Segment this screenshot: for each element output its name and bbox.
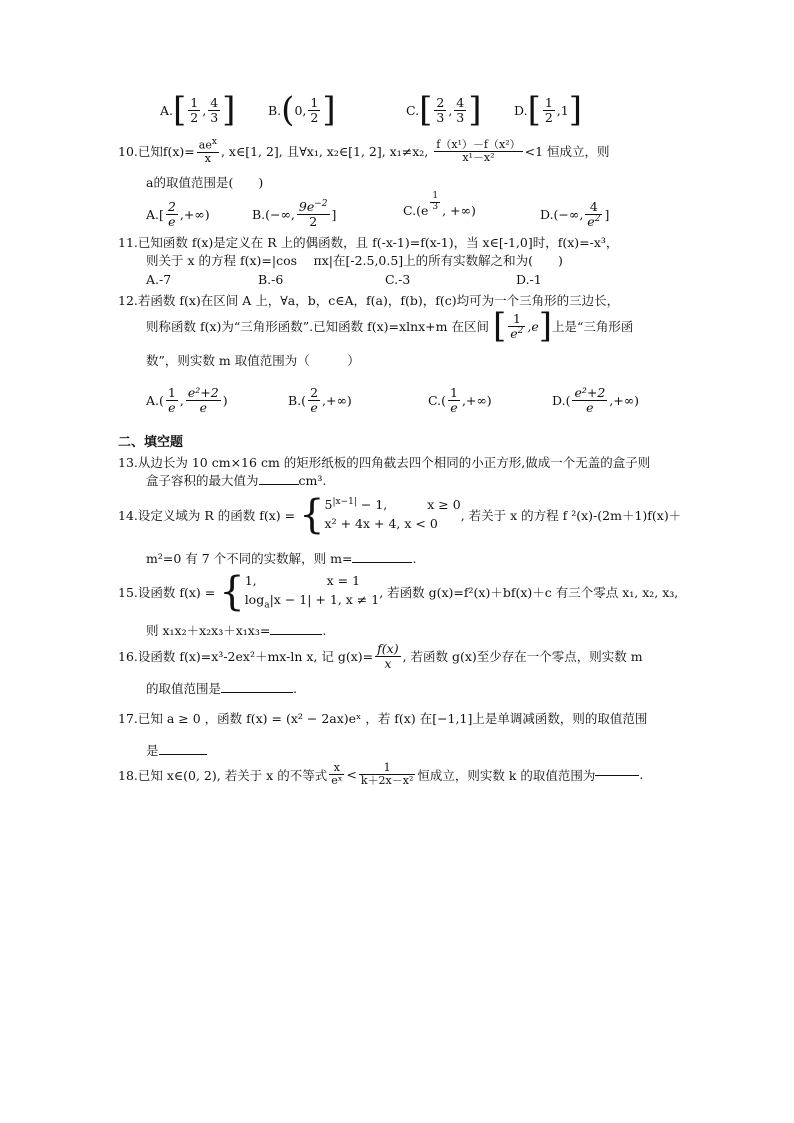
- q12-line2: 则称函数 f(x)为“三角形函数”.已知函数 f(x)=xlnx+m 在区间 [ $\frac{1}{e^2}$ ,e ] 上是“三角形函: [146, 305, 634, 346]
- q11-option-c: C.-3: [385, 272, 411, 287]
- q17-answer-blank[interactable]: [159, 753, 207, 755]
- q9-d-open: [: [527, 89, 541, 130]
- q12-line1: 12.若函数 f(x)在区间 A 上，∀a，b，c∈A，f(a)，f(b)，f(c)均可为一个三角形的三边长，: [118, 293, 620, 308]
- q17-line2: 是: [146, 744, 207, 758]
- q9-d-v2: 1: [560, 102, 569, 118]
- q15-answer-blank[interactable]: [270, 633, 322, 635]
- q15-cases: 1, x = 1 $\log_a|x - 1| + 1$, x ≠ 1: [244, 573, 380, 611]
- q9-d-close: ]: [568, 89, 582, 130]
- q9-option-b: [268, 89, 336, 130]
- q18-stem: 18.已知 x∈(0, 2), 若关于 x 的不等式 $\frac{x}{\text{eˣ}}$ < $\frac{1}{\text{k＋2x－x²}}$ 恒成立，则实数 k 的取值范围为 .: [118, 761, 644, 788]
- q12-interval-frac: $\frac{1}{e^2}$: [510, 311, 524, 341]
- q11-line2: 则关于 x 的方程 f(x)=|cos πx|在[-2.5,0.5]上的所有实数解之和为( ): [146, 253, 563, 268]
- q14-cases: $5^{|x-1|} - 1$, x ≥ 0 x² + 4x + 4, x < 0: [324, 497, 461, 531]
- q9-a-frac1: $\frac{1}{2}$: [190, 95, 199, 125]
- q10-suffix: <1 恒成立，则: [524, 144, 610, 160]
- q12-line3: 数”，则实数 m 取值范围为（ ）: [146, 353, 360, 368]
- q10-option-b: B.(−∞, $\frac{9e^{-2}}{2}$ ]: [252, 199, 337, 229]
- q9-b-open: (: [281, 89, 295, 130]
- q9-b-sep: ,: [302, 102, 307, 118]
- section-title-fill-in: 二、填空题: [118, 435, 184, 450]
- q12-option-c: C. ( $\frac{1}{e}$ ,+∞): [428, 385, 492, 415]
- q9-b-label: B.: [268, 102, 282, 118]
- q9-d-frac: $\frac{1}{2}$: [544, 95, 553, 125]
- q16-stem: 16.设函数 f(x)=x³-2ex²＋mx-ln x, 记 g(x)= $\frac{f(x)}{x}$ , 若函数 g(x)至少存在一个零点，则实数 m: [118, 641, 643, 671]
- q9-a-label: A.: [160, 102, 174, 118]
- q9-a-sep: ,: [202, 102, 207, 118]
- q10-f-frac: $\frac{ae^x}{x}$: [198, 137, 217, 165]
- q12-option-a: A. ( $\frac{1}{e}$ , $\frac{\text{e²+2}}{e}$ ): [146, 385, 228, 415]
- q9-a-frac2: $\frac{4}{3}$: [210, 95, 219, 125]
- q12-option-b: B. ( $\frac{2}{e}$ ,+∞): [288, 385, 352, 415]
- q9-c-frac1: $\frac{2}{3}$: [436, 95, 445, 125]
- q16-answer-blank[interactable]: [221, 691, 293, 693]
- q17-line1: 17.已知 a ≥ 0 ，函数 f(x) = (x² − 2ax)eˣ ，若 f(x) 在[−1,1]上是单调减函数，则的取值范围: [118, 711, 648, 726]
- q9-c-open: [: [419, 89, 433, 130]
- q15-stem: 15.设函数 f(x) = { 1, x = 1 $\log_a|x - 1| + 1$, x ≠ 1 , 若函数 g(x)=f²(x)＋bf(x)＋c 有三个零点 x₁, x₂, x₃,: [118, 569, 679, 616]
- q11-option-a: A.-7: [146, 272, 172, 287]
- q9-c-label: C.: [406, 102, 420, 118]
- q14-line2: m²=0 有 7 个不同的实数解，则 m= .: [146, 551, 417, 566]
- q10-option-a: A.[ $\frac{2}{e}$ ,+∞): [146, 199, 210, 229]
- q9-a-open: [: [173, 89, 187, 130]
- q9-option-c: [406, 89, 482, 130]
- q9-option-d: [514, 89, 582, 130]
- q9-c-close: ]: [468, 89, 482, 130]
- q11-option-b: B.-6: [258, 272, 284, 287]
- q9-b-frac: $\frac{1}{2}$: [310, 95, 319, 125]
- q16-g-frac: $\frac{f(x)}{x}$: [377, 641, 399, 671]
- q13-line1: 13.从边长为 10 cm×16 cm 的矩形纸板的四角截去四个相同的小正方形,做成一个无盖的盒子则: [118, 455, 651, 470]
- q9-b-close: ]: [322, 89, 336, 130]
- q13-answer-blank[interactable]: [259, 483, 299, 485]
- q10-option-d: D.(−∞, $\frac{4}{e^2}$ ]: [540, 199, 610, 229]
- q9-a-close: ]: [222, 89, 236, 130]
- q9-c-sep: ,: [448, 102, 453, 118]
- q15-line2: 则 x₁x₂＋x₂x₃＋x₁x₃= .: [146, 623, 327, 638]
- q9-b-v1: 0: [294, 102, 303, 118]
- q14-stem: 14.设定义域为 R 的函数 f(x) = { $5^{|x-1|} - 1$, x ≥ 0 x² + 4x + 4, x < 0 , 若关于 x 的方程 f ²(x)-(2m＋1)f(x)＋: [118, 491, 682, 538]
- q9-d-sep: ,: [556, 102, 561, 118]
- q10-option-c: C.(e $\frac{1}{3}$ , +∞): [403, 191, 476, 218]
- q11-option-d: D.-1: [516, 272, 542, 287]
- q13-line2: 盒子容积的最大值为 cm³.: [146, 473, 327, 488]
- q10-ineq-frac: $\frac{\text{f（x¹）－f（x²）}}{\text{x¹－x²}}$: [436, 137, 521, 164]
- q10-prefix: 10.已知f(x)=: [118, 144, 195, 160]
- q18-right-frac: $\frac{1}{\text{k＋2x－x²}}$: [360, 761, 414, 788]
- q14-answer-blank[interactable]: [352, 561, 412, 563]
- q18-left-frac: $\frac{x}{\text{eˣ}}$: [331, 761, 343, 788]
- q9-c-frac2: $\frac{4}{3}$: [456, 95, 465, 125]
- q10-line2: a的取值范围是( ): [146, 175, 264, 190]
- q10-stem: [118, 138, 610, 165]
- q9-d-label: D.: [514, 102, 528, 118]
- q18-answer-blank[interactable]: [595, 774, 639, 776]
- q11-line1: 11.已知函数 f(x)是定义在 R 上的偶函数，且 f(-x-1)=f(x-1)，当 x∈[-1,0]时，f(x)=-x³，: [118, 235, 619, 250]
- q9-option-a: [160, 89, 236, 130]
- q10-mid: , x∈[1, 2], 且∀x₁, x₂∈[1, 2], x₁≠x₂,: [220, 144, 429, 160]
- q12-option-d: D. ( $\frac{\text{e²+2}}{e}$ ,+∞): [552, 385, 640, 415]
- q16-line2: 的取值范围是 .: [146, 681, 297, 696]
